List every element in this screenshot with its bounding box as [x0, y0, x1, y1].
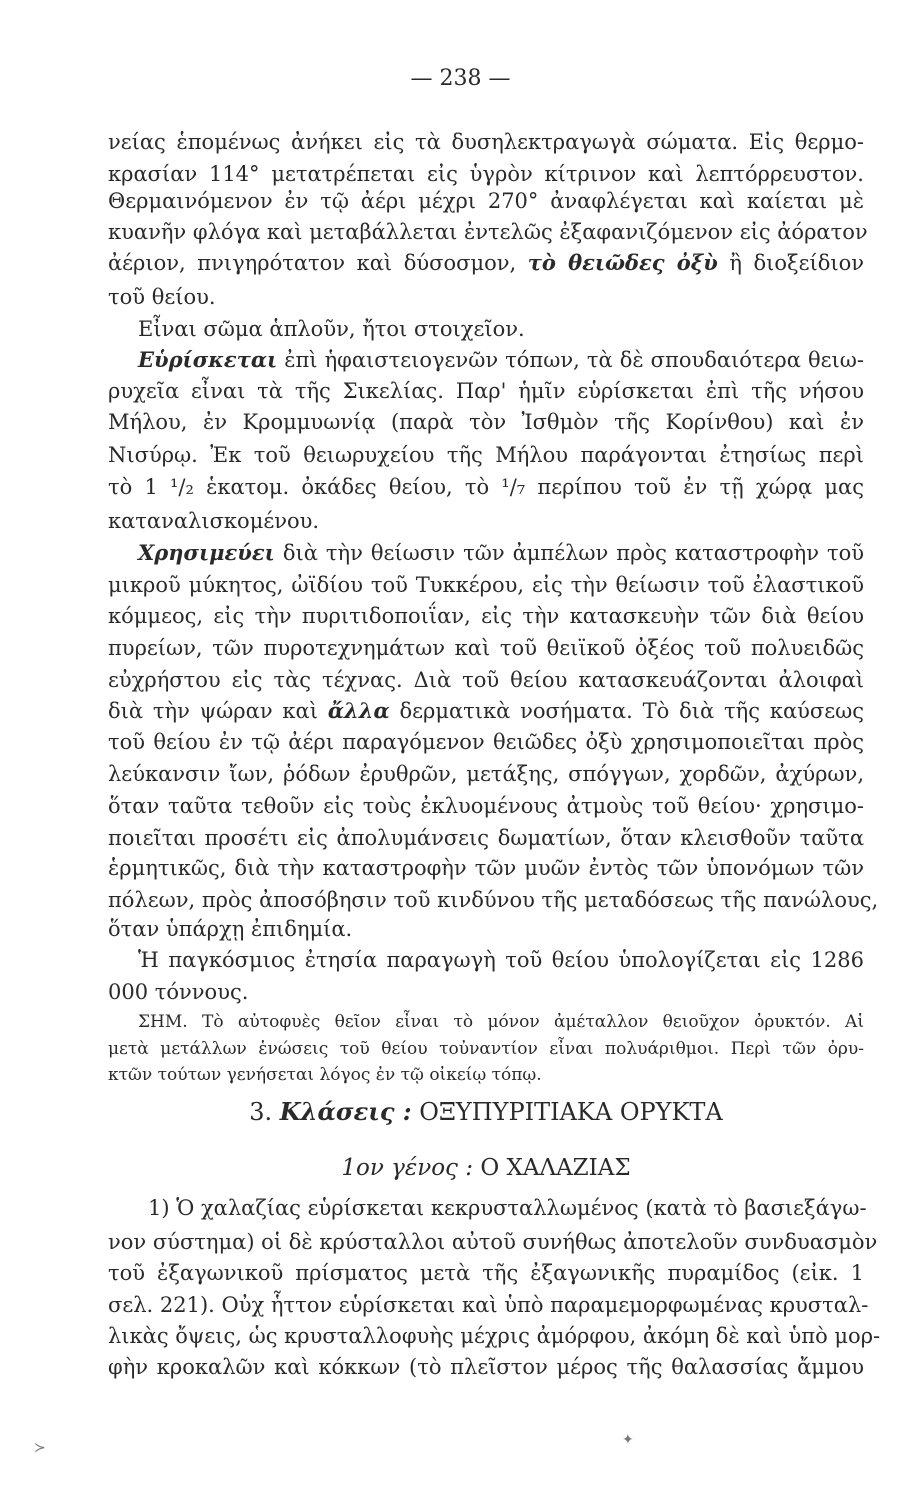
quartz-text: τοῦ ἐξαγωνικοῦ πρίσματος μετὰ τῆς ἐξαγωνικῆς πυραμίδος (εἰκ. 1: [108, 1261, 864, 1285]
emphasized-term: τὸ θειῶδες ὀξὺ: [527, 250, 718, 275]
quartz-text: λικὰς ὄψεις, ὡς κρυσταλλοφυὴς μέχρις ἀμόρφου, ἀκόμη δὲ καὶ ὑπὸ μορ-: [108, 1324, 881, 1348]
body-text: 000 τόννους.: [108, 980, 249, 1004]
body-text: Νισύρῳ. Ἐκ τοῦ θειωρυχείου τῆς Μήλου παράγονται ἐτησίως περὶ: [108, 443, 864, 467]
note-text: ΣΗΜ. Τὸ αὐτοφυὲς θεῖον εἶναι τὸ μόνον ἀμέταλλον θειοῦχον ὀρυκτόν. Αἱ: [138, 1012, 864, 1032]
body-text: εὐχρήστου εἰς τὰς τέχνας. Διὰ τοῦ θείου κατασκευάζονται ἀλοιφαὶ: [108, 668, 864, 692]
body-line: [108, 728, 864, 756]
body-text: νείας ἑπομένως ἀνήκει εἰς τὰ δυσηλεκτραγωγὰ σώματα. Εἰς θερμο-: [108, 130, 864, 154]
body-line: [108, 760, 864, 788]
body-text: λεύκανσιν ἴων, ῥόδων ἐρυθρῶν, μετάξης, σπόγγων, χορδῶν, ἀχύρων,: [108, 762, 864, 786]
body-text: ποιεῖται προσέτι εἰς ἀπολυμάνσεις δωματίων, ὅταν κλεισθοῦν ταῦτα: [108, 826, 864, 850]
body-text: τὸ 1 ¹/₂ ἑκατομ. ὀκάδες θείου, τὸ ¹/₇ περίπου τοῦ ἐν τῇ χώρᾳ μας: [108, 475, 864, 499]
body-text: κρασίαν 114° μετατρέπεται εἰς ὑγρὸν κίτρινον καὶ λεπτόρρευστον.: [108, 162, 864, 186]
subheading: [108, 1154, 864, 1182]
body-line: [108, 160, 864, 188]
body-text: τοῦ θείου.: [108, 285, 216, 309]
body-text: Μήλου, ἐν Κρομμυωνίᾳ (παρὰ τὸν Ἰσθμὸν τῆς Κορίνθου) καὶ ἐν: [108, 410, 864, 434]
emphasized-term: Χρησιμεύει: [138, 540, 275, 565]
body-line: [108, 473, 864, 501]
body-line: [108, 507, 864, 535]
body-text: διὰ τὴν θείωσιν τῶν ἀμπέλων πρὸς καταστροφὴν τοῦ: [274, 541, 864, 565]
body-text: πυρείων, τῶν πυροτεχνημάτων καὶ τοῦ θειϊκοῦ ὀξέος τοῦ πολυειδῶς: [108, 636, 864, 660]
body-line: [138, 346, 864, 374]
body-line: [138, 946, 864, 974]
quartz-line: [108, 1228, 878, 1256]
body-line: [108, 915, 864, 943]
quartz-text: σελ. 221). Οὐχ ἧττον εὑρίσκεται καὶ ὑπὸ παραμεμορφωμένας κρυσταλ-: [108, 1293, 869, 1317]
note-line: [108, 1035, 864, 1063]
note-text: μετὰ μετάλλων ἑνώσεις τοῦ θείου τοὐναντίον εἶναι πολυάριθμοι. Περὶ τῶν ὀρυ-: [108, 1039, 864, 1059]
body-text: ἐπὶ ἡφαιστειογενῶν τόπων, τὰ δὲ σπουδαιότερα θειω-: [277, 348, 864, 372]
quartz-line: [108, 1353, 864, 1381]
body-line: [108, 377, 864, 405]
emphasized-term: ἄλλα: [327, 698, 390, 723]
body-text: ἑρμητικῶς, διὰ τὴν καταστροφὴν τῶν μυῶν ἐντὸς τῶν ὑπονόμων τῶν: [108, 856, 864, 880]
body-line: [108, 854, 864, 882]
body-line: [108, 792, 864, 820]
section-heading: [108, 1098, 864, 1126]
body-line: [108, 571, 864, 599]
body-text: κόμμεος, εἰς τὴν πυριτιδοποιΐαν, εἰς τὴν κατασκευὴν τῶν διὰ θείου: [108, 604, 864, 628]
body-line: [108, 283, 864, 311]
body-text: καταναλισκομένου.: [108, 509, 320, 533]
note-line: [108, 1061, 864, 1089]
body-line: [108, 249, 864, 277]
quartz-line: [148, 1194, 867, 1222]
body-text: Θερμαινόμενον ἐν τῷ ἀέρι μέχρι 270° ἀναφλέγεται καὶ καίεται μὲ: [108, 189, 864, 213]
ink-speck-mark: ✦: [622, 1432, 634, 1448]
body-text: ἀέριον, πνιγηρότατον καὶ δύσοσμον,: [108, 251, 528, 275]
body-text: διὰ τὴν ψώραν καὶ: [108, 699, 328, 723]
body-text: πόλεων, πρὸς ἀποσόβησιν τοῦ κινδύνου τῆς μεταδόσεως τῆς πανώλους,: [108, 888, 879, 912]
body-text: Ἡ παγκόσμιος ἐτησία παραγωγὴ τοῦ θείου ὑπολογίζεται εἰς 1286: [138, 948, 864, 972]
quartz-line: [108, 1322, 881, 1350]
subheading-label: 1ον γένος :: [341, 1155, 473, 1181]
body-text: ρυχεῖα εἶναι τὰ τῆς Σικελίας. Παρ' ἡμῖν εὑρίσκεται ἐπὶ τῆς νήσου: [108, 379, 864, 403]
quartz-text: φὴν κροκαλῶν καὶ κόκκων (τὸ πλεῖστον μέρος τῆς θαλασσίας ἄμμου: [108, 1355, 864, 1379]
quartz-text: νον σύστημα) οἱ δὲ κρύσταλλοι αὐτοῦ συνήθως ἀποτελοῦν συνδυασμὸν: [108, 1230, 878, 1254]
body-text: τοῦ θείου ἐν τῷ ἀέρι παραγόμενον θειῶδες ὀξὺ χρησιμοποιεῖται πρὸς: [108, 730, 864, 754]
body-line: [108, 634, 864, 662]
body-line: [108, 978, 864, 1006]
body-line: [108, 128, 864, 156]
heading-number: 3.: [249, 1098, 273, 1126]
page-number: — 238 —: [410, 66, 511, 91]
body-line: [108, 441, 864, 469]
quartz-text: 1) Ὁ χαλαζίας εὑρίσκεται κεκρυσταλλωμένος (κατὰ τὸ βασιεξάγω-: [148, 1196, 867, 1220]
body-text: ὅταν ὑπάρχῃ ἐπιδημία.: [108, 917, 353, 941]
body-line: [108, 408, 864, 436]
ink-blot-mark: ≻: [34, 1440, 46, 1456]
body-line: [108, 218, 868, 246]
body-line: [108, 602, 864, 630]
note-line: [138, 1008, 864, 1036]
quartz-line: [108, 1291, 869, 1319]
body-text: κυανῆν φλόγα καὶ μεταβάλλεται ἐντελῶς ἐξαφανιζόμενον εἰς ἀόρατον: [108, 220, 868, 244]
body-line: [108, 824, 864, 852]
body-line: [108, 697, 864, 725]
heading-label: Κλάσεις :: [279, 1097, 412, 1126]
heading-title: ΟΞΥΠΥΡΙΤΙΑΚΑ ΟΡΥΚΤΑ: [419, 1098, 723, 1126]
note-text: κτῶν τούτων γενήσεται λόγος ἐν τῷ οἰκείῳ τόπῳ.: [108, 1065, 542, 1085]
body-line: [138, 315, 864, 343]
body-text: μικροῦ μύκητος, ὠϊδίου τοῦ Τυκκέρου, εἰς τὴν θείωσιν τοῦ ἐλαστικοῦ: [108, 573, 864, 597]
body-text: Εἶναι σῶμα ἁπλοῦν, ἤτοι στοιχεῖον.: [138, 317, 525, 341]
body-text: ὅταν ταῦτα τεθοῦν εἰς τοὺς ἐκλυομένους ἀτμοὺς τοῦ θείου· χρησιμο-: [108, 794, 864, 818]
body-line: [138, 539, 864, 567]
emphasized-term: Εὑρίσκεται: [138, 347, 278, 372]
quartz-line: [108, 1259, 864, 1287]
body-line: [108, 886, 879, 914]
body-text: ἢ διοξείδιον: [717, 251, 865, 275]
body-line: [108, 187, 864, 215]
body-text: δερματικὰ νοσήματα. Τὸ διὰ τῆς καύσεως: [389, 699, 864, 723]
subheading-title: Ο ΧΑΛΑΖΙΑΣ: [480, 1155, 631, 1181]
body-line: [108, 666, 864, 694]
